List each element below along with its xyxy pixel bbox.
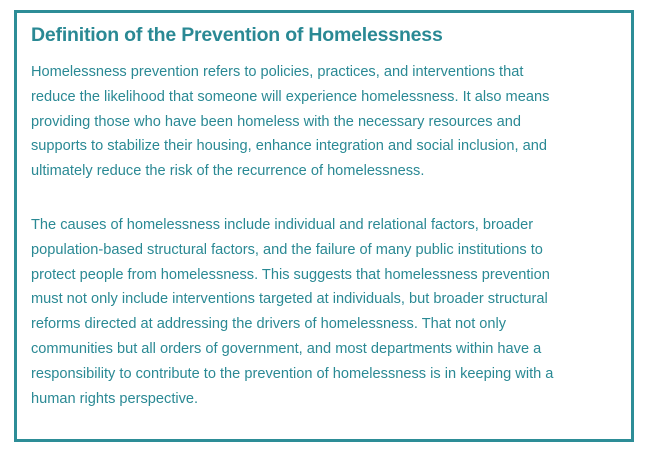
definition-title: Definition of the Prevention of Homelessness xyxy=(31,24,443,46)
text-line: reforms directed at addressing the drivers of homelessness. That not only xyxy=(31,316,507,333)
text-line: human rights perspective. xyxy=(31,390,199,407)
paragraph-definition xyxy=(31,60,611,184)
text-line: population-based structural factors, and the failure of many public institutions to xyxy=(31,241,543,258)
text-line: must not only include interventions targeted at individuals, but broader structural xyxy=(31,291,548,308)
text-line: responsibility to contribute to the prevention of homelessness is in keeping with a xyxy=(31,365,554,382)
text-line: The causes of homelessness include individual and relational factors, broader xyxy=(31,217,534,233)
paragraph-causes xyxy=(31,213,611,411)
text-line: providing those who have been homeless with the necessary resources and xyxy=(31,113,521,130)
text-line: Homelessness prevention refers to policies, practices, and interventions that xyxy=(31,64,524,80)
text-line: protect people from homelessness. This suggests that homelessness prevention xyxy=(31,266,550,283)
text-line: supports to stabilize their housing, enhance integration and social inclusion, and xyxy=(31,138,547,155)
text-line: reduce the likelihood that someone will experience homelessness. It also means xyxy=(31,88,550,105)
text-line: communities but all orders of government, and most departments within have a xyxy=(31,340,542,357)
text-line: ultimately reduce the risk of the recurrence of homelessness. xyxy=(31,163,425,180)
